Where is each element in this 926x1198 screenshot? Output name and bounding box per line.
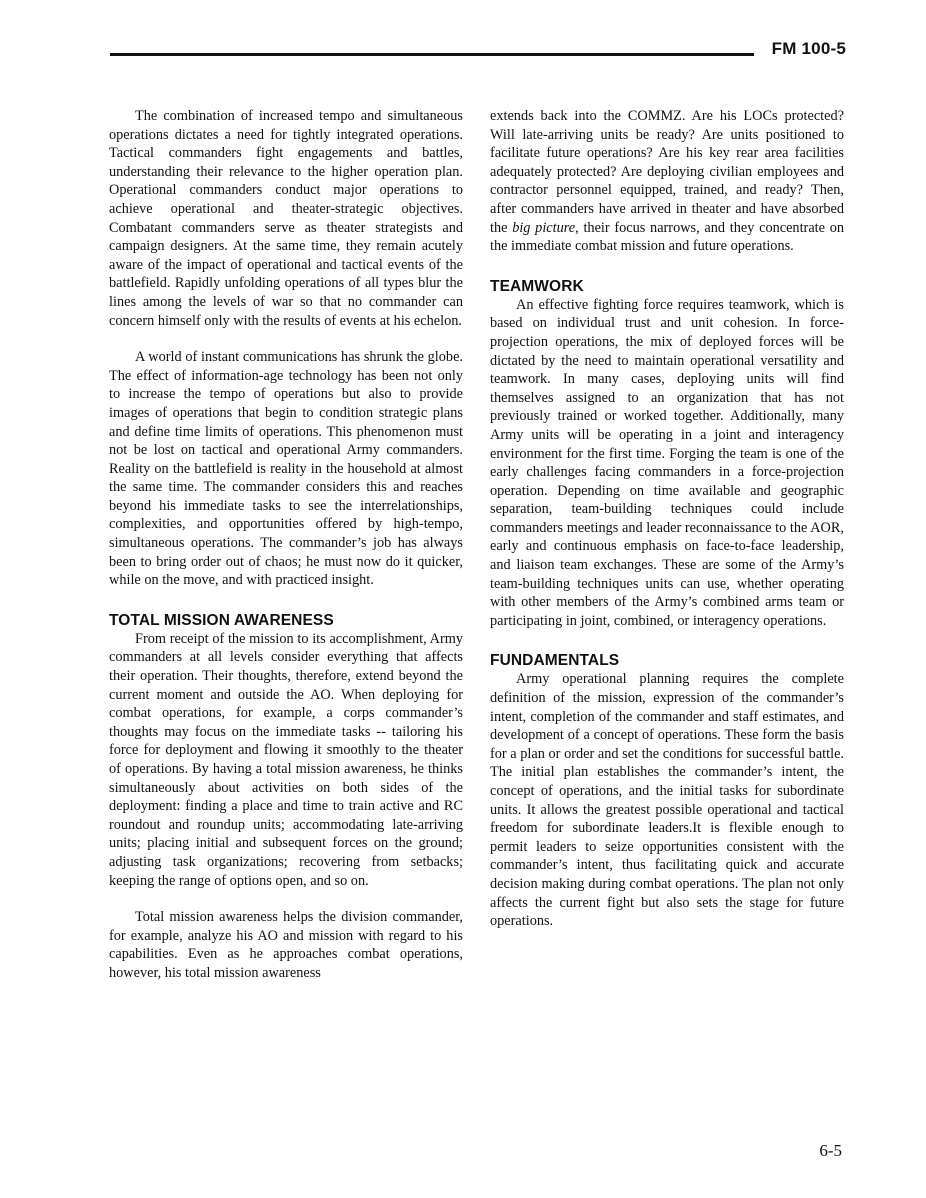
heading-fundamentals: FUNDAMENTALS: [490, 652, 620, 670]
paragraph-total-mission-awareness: From receipt of the mission to its accomplishment, Army commanders at all levels consider everything that affects their operation. Their thoughts, therefore, extend beyond the current moment and outside the AO. When deploying for combat operations, for example, a corps commander’s thoughts may focus on the immediate tasks -- tailoring his force for deployment and flowing it smoothly to the theater of operations. By having a total mission awareness, he thinks simultaneously about activities on both sides of the deployment: finding a place and time to train active and RC roundout and roundup units; accommodating late-arriving units; placing initial and subsequent forces on the ground; adjusting task organizations; recovering from setbacks; keeping the range of options open, and so on.: [109, 630, 463, 889]
paragraph-commz-continuation: [490, 107, 844, 256]
paragraph-levels-of-war: The combination of increased tempo and simultaneous operations dictates a need for tightly integrated operations. Tactical commanders fight engagements and battles, understanding their relevance to the higher operation plan. Operational commanders conduct major operations to achieve operational and theater-strategic objectives. Combatant commanders serve as theater strategists and campaign designers. At the same time, they remain acutely aware of the impact of operational and tactical events of the battlefield. Rapidly unfolding operations of all types blur the lines among the levels of war so that no commander can concern himself only with the results of events at his echelon.: [109, 108, 463, 329]
right-column: [490, 107, 844, 931]
continuation-text-start: extends back into the COMMZ. Are his LOCs protected? Will late-arriving units be ready? Are units positioned to facilitate future operations? Are his key rear area facilities adequately protected? Are deploying civilian employees and contractor personnel equipped, trained, and ready? Then, after commanders have arrived in theater and have absorbed the: [490, 108, 844, 236]
paragraph-division-commander: Total mission awareness helps the division commander, for example, analyze his AO and mission with regard to his capabilities. Even as he approaches combat operations, however, his total mission awareness: [109, 909, 463, 981]
heading-total-mission-awareness: TOTAL MISSION AWARENESS: [109, 611, 334, 629]
continuation-text-end: , their focus narrows, and they concentrate on the immediate combat mission and future operations.: [490, 219, 844, 255]
paragraph-instant-communications: A world of instant communications has shrunk the globe. The effect of information-age technology has been not only to increase the tempo of operations but also to provide images of operations that begin to condition strategic plans and define time limits of operations. This phenomenon must not be lost on tactical and operational Army commanders. Reality on the battlefield is reality in the household at almost the same time. The commander considers this and reaches beyond his immediate tasks to see the interrelationships, complexities, and opportunities offered by high-tempo, simultaneous operations. The commander’s job has always been to bring order out of chaos; he must now do it quicker, while on the move, and with practiced insight.: [109, 349, 463, 589]
page-number: 6-5: [819, 1141, 842, 1160]
emphasis-big-picture: big picture: [512, 219, 576, 236]
heading-teamwork: TEAMWORK: [490, 277, 584, 295]
manual-identifier: FM 100-5: [771, 39, 846, 58]
left-column: [109, 107, 463, 983]
paragraph-fundamentals: Army operational planning requires the complete definition of the mission, expression of the commander’s intent, completion of the commander and staff estimates, and development of a concept of operations. These form the basis for a plan or order and set the conditions for successful battle. The initial plan establishes the commander’s intent, the concept of operations, and the initial tasks for subordinate units. It allows the greatest possible operational and tactical freedom for subordinate leaders.It is flexible enough to permit leaders to seize opportunities consistent with the commander’s intent, thus facilitating quick and accurate decision making during combat operations. The plan not only affects the current fight but also sets the stage for future operations.: [490, 671, 844, 930]
paragraph-teamwork: An effective fighting force requires teamwork, which is based on individual trust and unit cohesion. In force-projection operations, the mix of deployed forces will be dictated by the need to maintain operational versatility and teamwork. In many cases, deploying units will find themselves assigned to an organization that has not previously trained or worked together. Additionally, many Army units will be operating in a joint and interagency environment for the first time. Forging the team is one of the early challenges facing commanders in a force-projection operation. Depending on time available and geographic separation, team-building techniques could include commanders meetings and leader reconnaissance to the AOR, early and continuous emphasis on face-to-face leadership, and liaison team exchanges. These are some of the Army’s team-building techniques units can use, whether operating with other members of the Army’s combined arms team or participating in joint, combined, or interagency operations.: [490, 296, 844, 629]
header-rule: [110, 53, 754, 56]
